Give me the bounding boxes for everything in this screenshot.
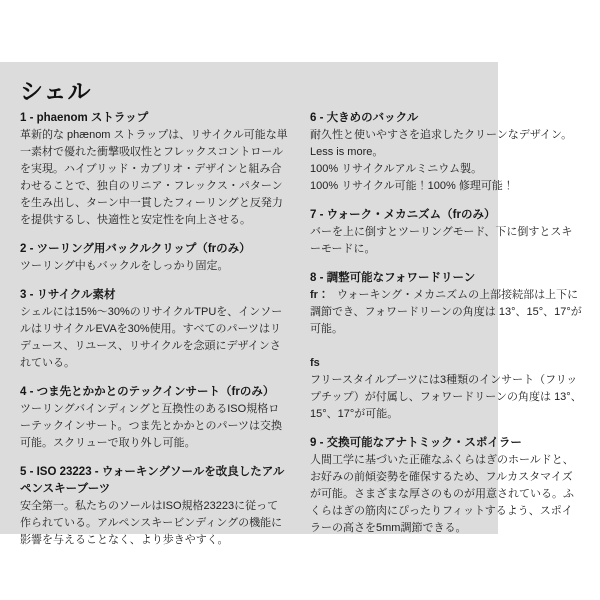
feature-paragraph [310, 127, 583, 161]
paragraph-text: ツーリングバインディングと互換性のあるISO規格ローテックインサート。つま先とかかとのパーツは交換可能。スクリューで取り外し可能。 [20, 403, 283, 449]
feature-heading: 7 - ウォーク・メカニズム（frのみ） [310, 209, 496, 221]
feature-heading: 8 - 調整可能なフォワードリーン [310, 272, 476, 284]
paragraph-text: 100% リサイクルアルミニウム製。 [310, 163, 483, 175]
feature-section [20, 110, 289, 229]
page-title: シェル [20, 78, 92, 104]
feature-paragraph [310, 287, 583, 338]
feature-section [20, 241, 289, 275]
paragraph-text: 人間工学に基づいた正確なふくらはぎのホールドと、お好みの前傾姿勢を確保するため、フルカスタマイズが可能。さまざまな厚さのものが用意されている。ふくらはぎの筋肉にぴったりフィットするよう、スポイラーの高さを5mm調節できる。 [310, 454, 574, 534]
feature-section [20, 384, 289, 452]
feature-paragraph [20, 127, 289, 229]
bold-label: fr： [310, 289, 329, 301]
bold-label: fs [310, 357, 320, 369]
feature-heading: 5 - ISO 23223 - ウォーキングソールを改良したアルペンスキーブーツ [20, 466, 285, 495]
feature-paragraph [310, 452, 583, 537]
feature-paragraph [310, 224, 583, 258]
paragraph-text: ウォーキング・メカニズムの上部接続部は上下に調節でき、フォワードリーンの角度は 13°、15°、17°が可能。 [310, 289, 582, 335]
feature-paragraph [20, 401, 289, 452]
feature-paragraph [20, 304, 289, 372]
paragraph-text: ツーリング中もバックルをしっかり固定。 [20, 260, 229, 272]
left-column [20, 110, 289, 561]
feature-paragraph [20, 258, 289, 275]
feature-paragraph [20, 498, 289, 549]
paragraph-text: 革新的な phænom ストラップは、リサイクル可能な単一素材で優れた衝撃吸収性とフレックスコントロールを実現。ハイブリッド・カブリオ・デザインと組み合わせることで、独自のリニア・フレックス・パターンを生み出し、ターン中一貫したフィーリングと反発力を提供するし、快適性と安定性を向上させる。 [20, 129, 288, 226]
feature-heading: 9 - 交換可能なアナトミック・スポイラー [310, 437, 522, 449]
feature-section [20, 287, 289, 372]
feature-heading: 3 - リサイクル素材 [20, 289, 116, 301]
paragraph-text: 耐久性と使いやすさを追求したクリーンなデザイン。Less is more。 [310, 129, 573, 158]
feature-paragraph [310, 372, 583, 423]
feature-heading: 1 - phaenom ストラップ [20, 112, 149, 124]
paragraph-text: フリースタイルブーツには3種類のインサート（フリップチップ）が付属し、フォワードリーンの角度は 13°、15°、17°が可能。 [310, 374, 582, 420]
feature-paragraph [310, 161, 583, 178]
feature-paragraph [310, 355, 583, 372]
paragraph-text: シェルには15%〜30%のリサイクルTPUを、インソールはリサイクルEVAを30%使用。すべてのパーツはリデュース、リユース、リサイクルを念頭にデザインされている。 [20, 306, 283, 369]
feature-section [310, 110, 583, 195]
feature-section [20, 464, 289, 549]
feature-section [310, 435, 583, 537]
feature-section [310, 270, 583, 423]
feature-heading: 2 - ツーリング用バックルクリップ（frのみ） [20, 243, 251, 255]
paragraph-text: 100% リサイクル可能！100% 修理可能！ [310, 180, 514, 192]
feature-heading: 6 - 大きめのバックル [310, 112, 419, 124]
paragraph-text: バーを上に倒すとツーリングモード、下に倒すとスキーモードに。 [310, 226, 573, 255]
feature-section [310, 207, 583, 258]
feature-heading: 4 - つま先とかかとのテックインサート（frのみ） [20, 386, 275, 398]
paragraph-text: 安全第一。私たちのソールはISO規格23223に従って作られている。アルペンスキービンディングの機能に影響を与えることなく、より歩きやすく。 [20, 500, 283, 546]
right-column [310, 110, 583, 549]
feature-paragraph [310, 178, 583, 195]
